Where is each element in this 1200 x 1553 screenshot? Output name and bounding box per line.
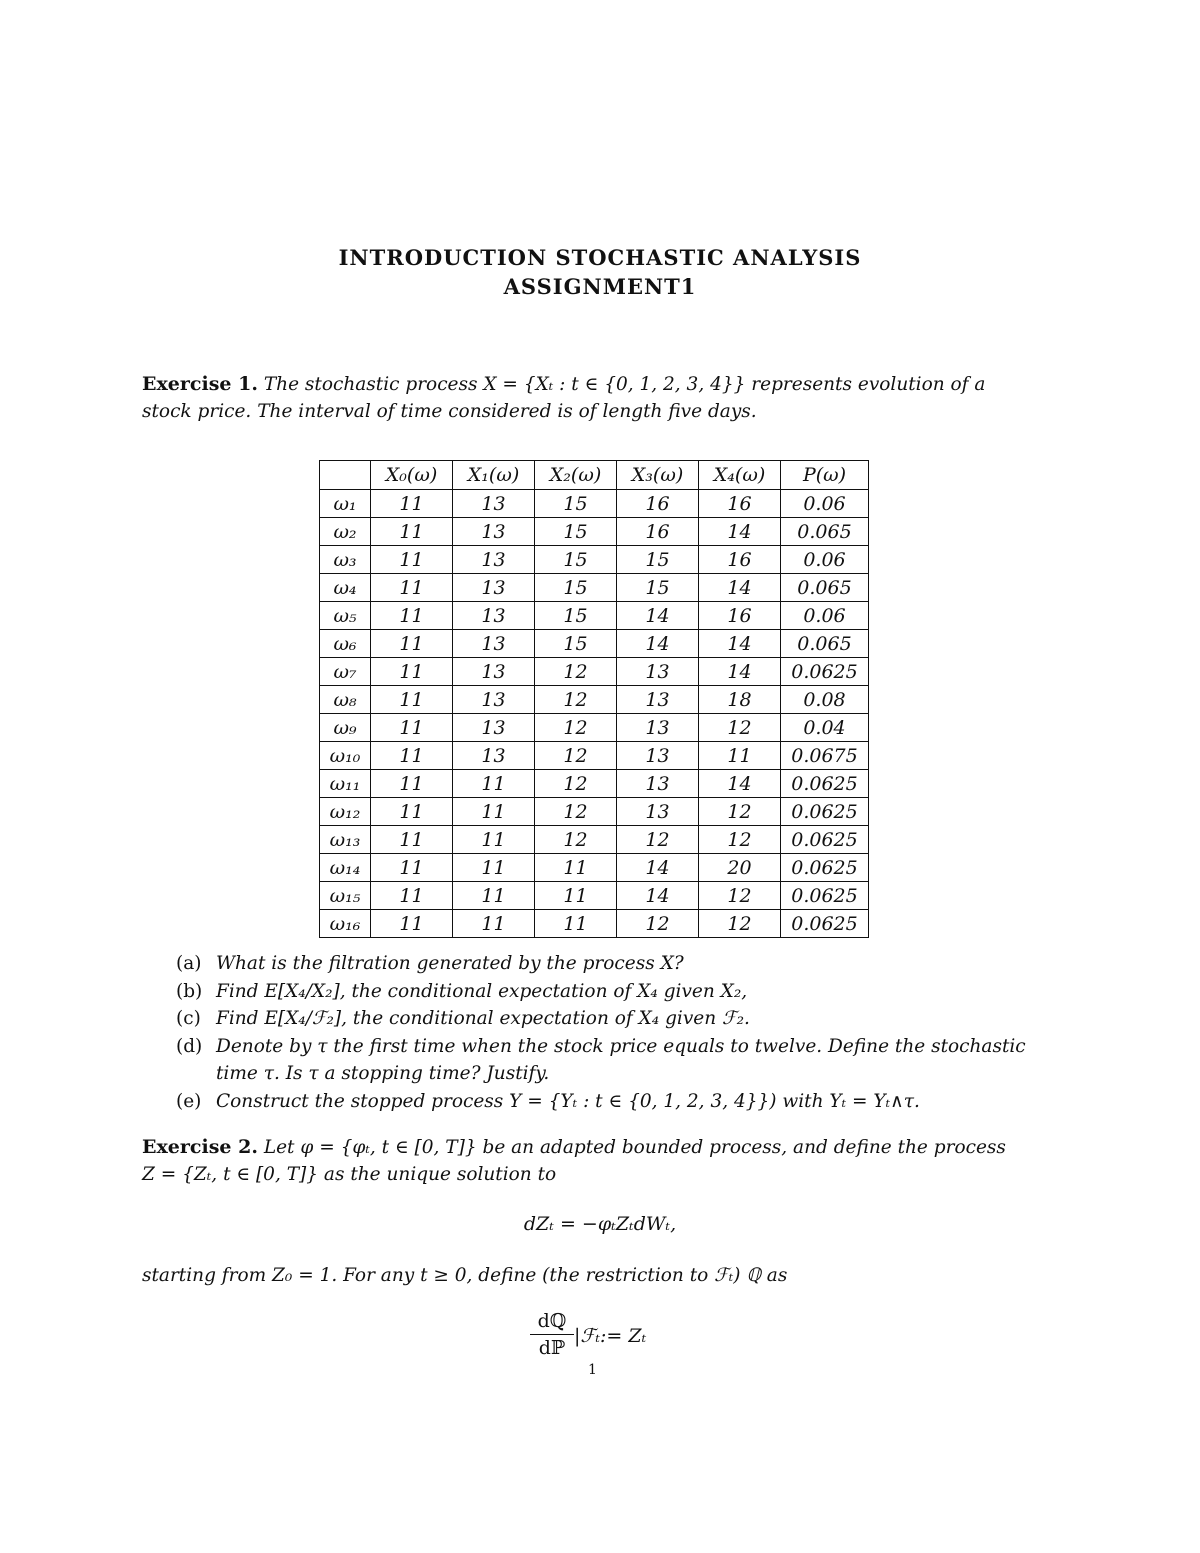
table-cell: 0.08 — [781, 686, 869, 714]
table-cell: 16 — [699, 546, 781, 574]
exercise2-intro — [142, 1134, 1047, 1188]
table-cell: 13 — [453, 546, 535, 574]
table-cell: 12 — [535, 658, 617, 686]
table-cell: 11 — [371, 630, 453, 658]
table-cell: 15 — [535, 518, 617, 546]
table-cell: 20 — [699, 854, 781, 882]
table-cell: 11 — [371, 882, 453, 910]
table-cell: 15 — [535, 630, 617, 658]
table-row — [320, 602, 869, 630]
table-header-cell: X₂(ω) — [535, 461, 617, 490]
table-cell: 12 — [699, 910, 781, 938]
table-cell: 11 — [371, 658, 453, 686]
table-cell: 11 — [371, 490, 453, 518]
table-cell: 13 — [453, 686, 535, 714]
table-cell: 14 — [699, 518, 781, 546]
table-cell: 11 — [535, 882, 617, 910]
table-cell: 0.065 — [781, 518, 869, 546]
table-cell: 12 — [699, 826, 781, 854]
table-cell: 14 — [699, 658, 781, 686]
table-cell: 16 — [617, 518, 699, 546]
exercise1-questions — [176, 950, 1051, 1115]
outcome-label-cell: ω₂ — [320, 518, 371, 546]
table-cell: 12 — [617, 826, 699, 854]
table-cell: 11 — [453, 854, 535, 882]
outcome-label-cell: ω₁₆ — [320, 910, 371, 938]
exercise2-text-line3: starting from Z₀ = 1. For any t ≥ 0, define (the restriction to ℱₜ) ℚ as — [142, 1265, 788, 1286]
table-cell: 16 — [617, 490, 699, 518]
table-cell: 13 — [617, 742, 699, 770]
table-cell: 11 — [371, 770, 453, 798]
exercise1-intro — [142, 371, 1047, 425]
exercise1-label: Exercise 1. — [142, 373, 258, 395]
question-item — [176, 950, 1051, 978]
question-text: Find E[X₄/ℱ₂], the conditional expectation of X₄ given ℱ₂. — [216, 1008, 750, 1029]
table-cell: 0.0625 — [781, 910, 869, 938]
table-cell: 12 — [699, 798, 781, 826]
table-row — [320, 546, 869, 574]
table-cell: 11 — [371, 546, 453, 574]
table-header-cell: X₁(ω) — [453, 461, 535, 490]
outcome-label-cell: ω₄ — [320, 574, 371, 602]
page-number: 1 — [588, 1362, 597, 1378]
table-cell: 15 — [535, 574, 617, 602]
table-corner-cell — [320, 461, 371, 490]
question-text: What is the filtration generated by the process X? — [216, 953, 684, 974]
question-label: (b) — [176, 980, 203, 1002]
table-cell: 14 — [617, 602, 699, 630]
outcome-label-cell: ω₈ — [320, 686, 371, 714]
question-text: Denote by τ the first time when the stock price equals to twelve. Define the stochastic time τ. Is τ a stopping time? Justify. — [216, 1035, 1026, 1084]
fraction-restriction: |ℱₜ:= Zₜ — [574, 1325, 647, 1347]
table-cell: 0.065 — [781, 630, 869, 658]
outcome-label-cell: ω₁₃ — [320, 826, 371, 854]
table-cell: 14 — [699, 770, 781, 798]
table-cell: 11 — [371, 574, 453, 602]
table-row — [320, 658, 869, 686]
table-row — [320, 854, 869, 882]
table-cell: 14 — [699, 574, 781, 602]
exercise2-text-line2: Z = {Zₜ, t ∈ [0, T]} as the unique solution to — [142, 1164, 557, 1185]
outcome-label-cell: ω₁₂ — [320, 798, 371, 826]
table-cell: 0.0625 — [781, 798, 869, 826]
table-cell: 0.0675 — [781, 742, 869, 770]
table-cell: 12 — [699, 714, 781, 742]
outcome-label-cell: ω₅ — [320, 602, 371, 630]
table-cell: 11 — [453, 882, 535, 910]
table-cell: 13 — [617, 798, 699, 826]
table-cell: 0.0625 — [781, 658, 869, 686]
table-cell: 11 — [535, 910, 617, 938]
fraction-denominator: dℙ — [538, 1337, 566, 1359]
table-cell: 11 — [453, 910, 535, 938]
table-header-cell: P(ω) — [781, 461, 869, 490]
table-cell: 13 — [453, 518, 535, 546]
stock-price-table — [319, 460, 869, 938]
exercise2-label: Exercise 2. — [142, 1136, 258, 1158]
table-header-cell: X₃(ω) — [617, 461, 699, 490]
table-cell: 13 — [617, 714, 699, 742]
table-row — [320, 742, 869, 770]
table-cell: 16 — [699, 602, 781, 630]
table-cell: 11 — [371, 602, 453, 630]
table-cell: 0.0625 — [781, 882, 869, 910]
table-cell: 11 — [371, 910, 453, 938]
table-cell: 12 — [535, 798, 617, 826]
table-cell: 0.06 — [781, 490, 869, 518]
table-cell: 11 — [453, 798, 535, 826]
table-cell: 13 — [453, 742, 535, 770]
table-cell: 15 — [535, 602, 617, 630]
table-cell: 0.0625 — [781, 854, 869, 882]
outcome-label-cell: ω₉ — [320, 714, 371, 742]
question-item — [176, 1005, 1051, 1033]
question-label: (e) — [176, 1090, 202, 1112]
table-cell: 11 — [699, 742, 781, 770]
outcome-label-cell: ω₃ — [320, 546, 371, 574]
table-cell: 13 — [453, 630, 535, 658]
table-cell: 0.06 — [781, 546, 869, 574]
table-cell: 15 — [535, 546, 617, 574]
table-row — [320, 686, 869, 714]
table-cell: 14 — [617, 854, 699, 882]
table-cell: 12 — [535, 770, 617, 798]
question-label: (c) — [176, 1008, 201, 1029]
table-cell: 15 — [535, 490, 617, 518]
sde-equation: dZₜ = −φₜZₜdWₜ, — [523, 1213, 677, 1235]
table-cell: 15 — [617, 574, 699, 602]
exercise2-text-line1: Let φ = {φₜ, t ∈ [0, T]} be an adapted bounded process, and define the process — [263, 1137, 1006, 1158]
table-cell: 11 — [371, 854, 453, 882]
table-cell: 13 — [453, 574, 535, 602]
table-cell: 13 — [617, 686, 699, 714]
table-cell: 14 — [617, 882, 699, 910]
table-cell: 0.065 — [781, 574, 869, 602]
table-cell: 13 — [453, 490, 535, 518]
table-cell: 13 — [453, 602, 535, 630]
table-cell: 13 — [617, 770, 699, 798]
table-cell: 11 — [371, 798, 453, 826]
question-text: Construct the stopped process Y = {Yₜ : t ∈ {0, 1, 2, 3, 4}}) with Yₜ = Yₜ∧τ. — [216, 1090, 920, 1112]
table-row — [320, 714, 869, 742]
fraction-numerator: dℚ — [530, 1310, 574, 1335]
table-cell: 13 — [453, 714, 535, 742]
exercise1-text-line1: The stochastic process X = {Xₜ : t ∈ {0, 1, 2, 3, 4}} represents evolution of a — [263, 374, 986, 395]
table-cell: 14 — [699, 630, 781, 658]
table-row — [320, 826, 869, 854]
table-cell: 11 — [371, 714, 453, 742]
table-cell: 12 — [535, 686, 617, 714]
table-row — [320, 518, 869, 546]
table-cell: 12 — [699, 882, 781, 910]
radon-nikodym-fraction — [530, 1310, 574, 1359]
table-header-cell: X₀(ω) — [371, 461, 453, 490]
table-cell: 18 — [699, 686, 781, 714]
table-cell: 11 — [371, 518, 453, 546]
table-cell: 11 — [453, 770, 535, 798]
table-row — [320, 910, 869, 938]
table-cell: 11 — [371, 742, 453, 770]
table-cell: 13 — [453, 658, 535, 686]
table-cell: 11 — [371, 826, 453, 854]
question-item — [176, 1033, 1051, 1088]
document-subtitle: ASSIGNMENT1 — [503, 274, 697, 299]
table-cell: 11 — [453, 826, 535, 854]
exercise1-text-line2: stock price. The interval of time considered is of length five days. — [142, 401, 757, 422]
table-cell: 11 — [535, 854, 617, 882]
table-header-row — [320, 461, 869, 490]
question-label: (a) — [176, 953, 202, 974]
table-row — [320, 574, 869, 602]
table-cell: 16 — [699, 490, 781, 518]
question-label: (d) — [176, 1035, 203, 1057]
table-row — [320, 490, 869, 518]
table-cell: 13 — [617, 658, 699, 686]
question-text: Find E[X₄/X₂], the conditional expectation of X₄ given X₂, — [216, 980, 748, 1002]
outcome-label-cell: ω₁₅ — [320, 882, 371, 910]
outcome-label-cell: ω₁₁ — [320, 770, 371, 798]
table-cell: 11 — [371, 686, 453, 714]
document-title: INTRODUCTION STOCHASTIC ANALYSIS — [338, 245, 862, 270]
table-cell: 0.0625 — [781, 826, 869, 854]
table-row — [320, 630, 869, 658]
outcome-label-cell: ω₁₀ — [320, 742, 371, 770]
table-body — [320, 490, 869, 938]
table-row — [320, 770, 869, 798]
outcome-label-cell: ω₆ — [320, 630, 371, 658]
table-cell: 12 — [535, 714, 617, 742]
question-item — [176, 1088, 1051, 1116]
outcome-label-cell: ω₁₄ — [320, 854, 371, 882]
question-item — [176, 978, 1051, 1006]
table-cell: 0.04 — [781, 714, 869, 742]
table-cell: 15 — [617, 546, 699, 574]
table-cell: 0.0625 — [781, 770, 869, 798]
table-cell: 14 — [617, 630, 699, 658]
outcome-label-cell: ω₇ — [320, 658, 371, 686]
table-cell: 12 — [617, 910, 699, 938]
table-row — [320, 882, 869, 910]
table-cell: 12 — [535, 826, 617, 854]
outcome-label-cell: ω₁ — [320, 490, 371, 518]
table-cell: 0.06 — [781, 602, 869, 630]
table-row — [320, 798, 869, 826]
table-header-cell: X₄(ω) — [699, 461, 781, 490]
table-cell: 12 — [535, 742, 617, 770]
